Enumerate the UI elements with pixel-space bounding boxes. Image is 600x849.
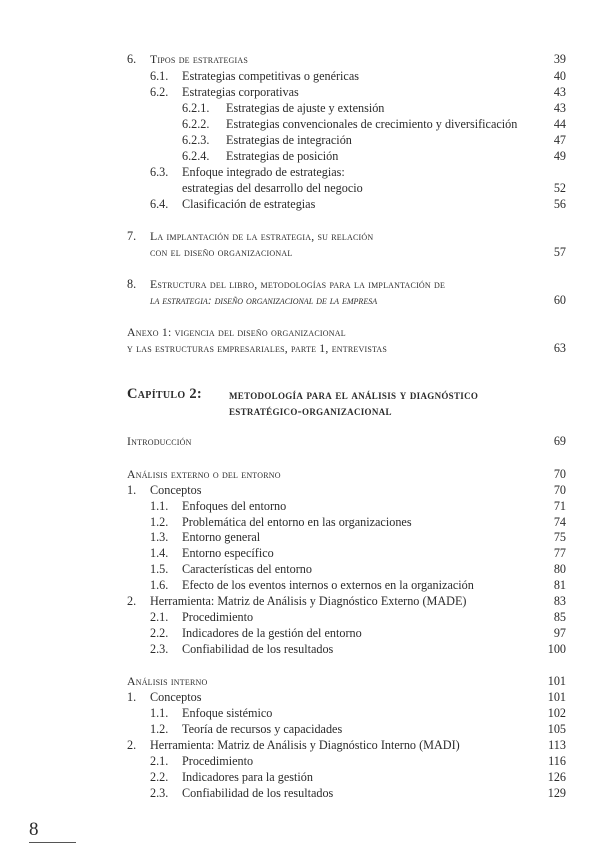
toc-entry-title: Características del entorno — [182, 562, 312, 576]
toc-entry — [0, 69, 600, 84]
toc-entry — [0, 165, 600, 180]
toc-entry-page: 101 — [547, 674, 566, 688]
toc-entry-page: 97 — [553, 626, 566, 640]
toc-entry-title: Confiabilidad de los resultados — [182, 642, 334, 656]
toc-entry-title: Herramienta: Matriz de Análisis y Diagnóstico Externo (MADE) — [150, 594, 467, 608]
toc-entry — [0, 52, 600, 67]
toc-entry-number: 6.2.4. — [182, 149, 210, 163]
toc-entry — [0, 674, 600, 689]
toc-entry — [0, 293, 600, 308]
toc-entry-title: Estrategias de posición — [226, 149, 339, 163]
toc-entry — [0, 434, 600, 449]
toc-entry-title: Estructura del libro, metodologías para la implantación de — [150, 277, 446, 291]
toc-entry-number: 2.1. — [150, 610, 169, 624]
toc-entry-page: 47 — [553, 133, 566, 147]
toc-entry-page: 81 — [553, 578, 566, 592]
toc-entry-page: 60 — [553, 293, 566, 307]
chapter-title-line-2: estratégico-organizacional — [229, 404, 392, 418]
toc-entry — [0, 626, 600, 641]
toc-entry-page: 52 — [553, 181, 566, 195]
toc-entry-number: 2.3. — [150, 642, 169, 656]
toc-entry-page: 70 — [553, 467, 566, 481]
toc-entry-title: Herramienta: Matriz de Análisis y Diagnóstico Interno (MADI) — [150, 738, 460, 752]
toc-entry-page: 56 — [553, 197, 566, 211]
toc-entry-title: Confiabilidad de los resultados — [182, 786, 334, 800]
toc-entry — [0, 467, 600, 482]
toc-entry-title: estrategias del desarrollo del negocio — [182, 181, 363, 195]
toc-entry-title: Problemática del entorno en las organizaciones — [182, 515, 412, 529]
toc-entry — [0, 515, 600, 530]
toc-entry-title: Estrategias de integración — [226, 133, 352, 147]
toc-entry — [0, 499, 600, 514]
chapter-title-line-1: metodología para el análisis y diagnóstico — [229, 388, 479, 402]
toc-entry — [0, 610, 600, 625]
toc-entry — [0, 325, 600, 340]
toc-entry-title: Análisis interno — [127, 674, 208, 688]
toc-entry-page: 80 — [553, 562, 566, 576]
toc-entry-title: Conceptos — [150, 483, 202, 497]
toc-entry — [0, 117, 600, 132]
toc-entry-number: 1.3. — [150, 530, 169, 544]
toc-entry-number: 1.4. — [150, 546, 169, 560]
toc-entry — [0, 738, 600, 753]
toc-entry-page: 102 — [547, 706, 566, 720]
toc-entry-number: 6.3. — [150, 165, 169, 179]
toc-entry-page: 63 — [553, 341, 566, 355]
toc-entry — [0, 530, 600, 545]
toc-entry — [0, 578, 600, 593]
toc-entry — [0, 722, 600, 737]
toc-entry-title: Indicadores de la gestión del entorno — [182, 626, 362, 640]
toc-entry-number: 1. — [127, 690, 137, 704]
toc-entry-page: 69 — [553, 434, 566, 448]
toc-entry-number: 2.1. — [150, 754, 169, 768]
toc-entry-number: 1.1. — [150, 706, 169, 720]
toc-entry-title: Entorno general — [182, 530, 261, 544]
toc-entry-number: 6. — [127, 52, 137, 66]
toc-entry-title: Estrategias corporativas — [182, 85, 299, 99]
toc-entry-page: 74 — [553, 515, 566, 529]
toc-entry-title: Enfoque sistémico — [182, 706, 273, 720]
page-number-rule — [29, 842, 76, 843]
toc-entry-number: 6.1. — [150, 69, 169, 83]
toc-entry-number: 2. — [127, 594, 137, 608]
toc-entry-page: 116 — [548, 754, 566, 768]
toc-entry — [0, 277, 600, 292]
toc-entry-page: 43 — [553, 101, 566, 115]
toc-entry — [0, 706, 600, 721]
toc-entry-page: 126 — [547, 770, 566, 784]
toc-entry — [0, 690, 600, 705]
toc-entry-title: Entorno específico — [182, 546, 274, 560]
toc-entry — [0, 197, 600, 212]
toc-entry-number: 8. — [127, 277, 137, 291]
toc-entry-page: 83 — [553, 594, 566, 608]
toc-entry-title: Enfoque integrado de estrategias: — [182, 165, 345, 179]
toc-entry-number: 2.2. — [150, 770, 169, 784]
toc-entry-title: Estrategias competitivas o genéricas — [182, 69, 359, 83]
toc-entry-page: 85 — [553, 610, 566, 624]
toc-entry-page: 70 — [553, 483, 566, 497]
toc-entry-page: 39 — [553, 52, 566, 66]
toc-entry — [0, 133, 600, 148]
toc-entry-title: La implantación de la estrategia, su relación — [150, 229, 374, 243]
toc-entry-number: 6.2.2. — [182, 117, 210, 131]
toc-entry-page: 129 — [547, 786, 566, 800]
toc-entry-number: 1.2. — [150, 722, 169, 736]
toc-entry-number: 1.2. — [150, 515, 169, 529]
toc-entry — [0, 642, 600, 657]
toc-entry-page: 44 — [553, 117, 566, 131]
toc-entry — [0, 594, 600, 609]
toc-entry-title: Enfoques del entorno — [182, 499, 287, 513]
toc-entry — [0, 101, 600, 116]
toc-entry-page: 49 — [553, 149, 566, 163]
toc-entry-number: 2.3. — [150, 786, 169, 800]
toc-entry — [0, 149, 600, 164]
toc-entry-title: Anexo 1: vigencia del diseño organizacional — [127, 325, 346, 339]
chapter-label: Capítulo 2: — [127, 386, 203, 402]
toc-entry-title: y las estructuras empresariales, parte 1, entrevistas — [127, 341, 388, 355]
toc-entry — [0, 341, 600, 356]
toc-entry-page: 57 — [553, 245, 566, 259]
toc-entry — [0, 229, 600, 244]
toc-entry-page: 40 — [553, 69, 566, 83]
toc-entry-title: Procedimiento — [182, 754, 254, 768]
toc-entry-number: 7. — [127, 229, 137, 243]
toc-entry-title: Indicadores para la gestión — [182, 770, 313, 784]
toc-entry-number: 6.2. — [150, 85, 169, 99]
toc-entry-page: 105 — [547, 722, 566, 736]
toc-entry-number: 6.2.1. — [182, 101, 210, 115]
toc-entry-title: Análisis externo o del entorno — [127, 467, 281, 481]
toc-entry — [0, 85, 600, 100]
toc-entry-number: 6.4. — [150, 197, 169, 211]
toc-entry-title: Tipos de estrategias — [150, 52, 248, 66]
toc-entry-title: Estrategias convencionales de crecimiento y diversificación — [226, 117, 518, 131]
toc-entry-number: 2. — [127, 738, 137, 752]
toc-entry-number: 1.1. — [150, 499, 169, 513]
toc-entry-page: 100 — [547, 642, 566, 656]
toc-entry-page: 113 — [548, 738, 566, 752]
toc-entry-page: 71 — [553, 499, 566, 513]
toc-entry-title: Efecto de los eventos internos o externos en la organización — [182, 578, 474, 592]
page-number: 8 — [29, 819, 39, 840]
toc-entry-title: Introducción — [127, 434, 192, 448]
toc-entry-title: Teoría de recursos y capacidades — [182, 722, 343, 736]
toc-entry — [0, 181, 600, 196]
toc-entry-number: 6.2.3. — [182, 133, 210, 147]
toc-entry — [0, 245, 600, 260]
toc-entry-page: 43 — [553, 85, 566, 99]
toc-entry-title: con el diseño organizacional — [150, 245, 293, 259]
toc-entry-number: 1.6. — [150, 578, 169, 592]
toc-entry-number: 1. — [127, 483, 137, 497]
toc-entry — [0, 483, 600, 498]
toc-entry-number: 1.5. — [150, 562, 169, 576]
toc-entry — [0, 546, 600, 561]
toc-entry-title: la estrategia: diseño organizacional de la empresa — [150, 293, 378, 307]
toc-entry — [0, 754, 600, 769]
toc-entry — [0, 786, 600, 801]
toc-entry-page: 77 — [553, 546, 566, 560]
toc-entry-page: 75 — [553, 530, 566, 544]
toc-entry-title: Clasificación de estrategias — [182, 197, 316, 211]
toc-entry-title: Procedimiento — [182, 610, 254, 624]
toc-entry — [0, 562, 600, 577]
toc-entry-number: 2.2. — [150, 626, 169, 640]
toc-entry-title: Estrategias de ajuste y extensión — [226, 101, 385, 115]
toc-entry-title: Conceptos — [150, 690, 202, 704]
toc-entry — [0, 770, 600, 785]
toc-entry-page: 101 — [547, 690, 566, 704]
